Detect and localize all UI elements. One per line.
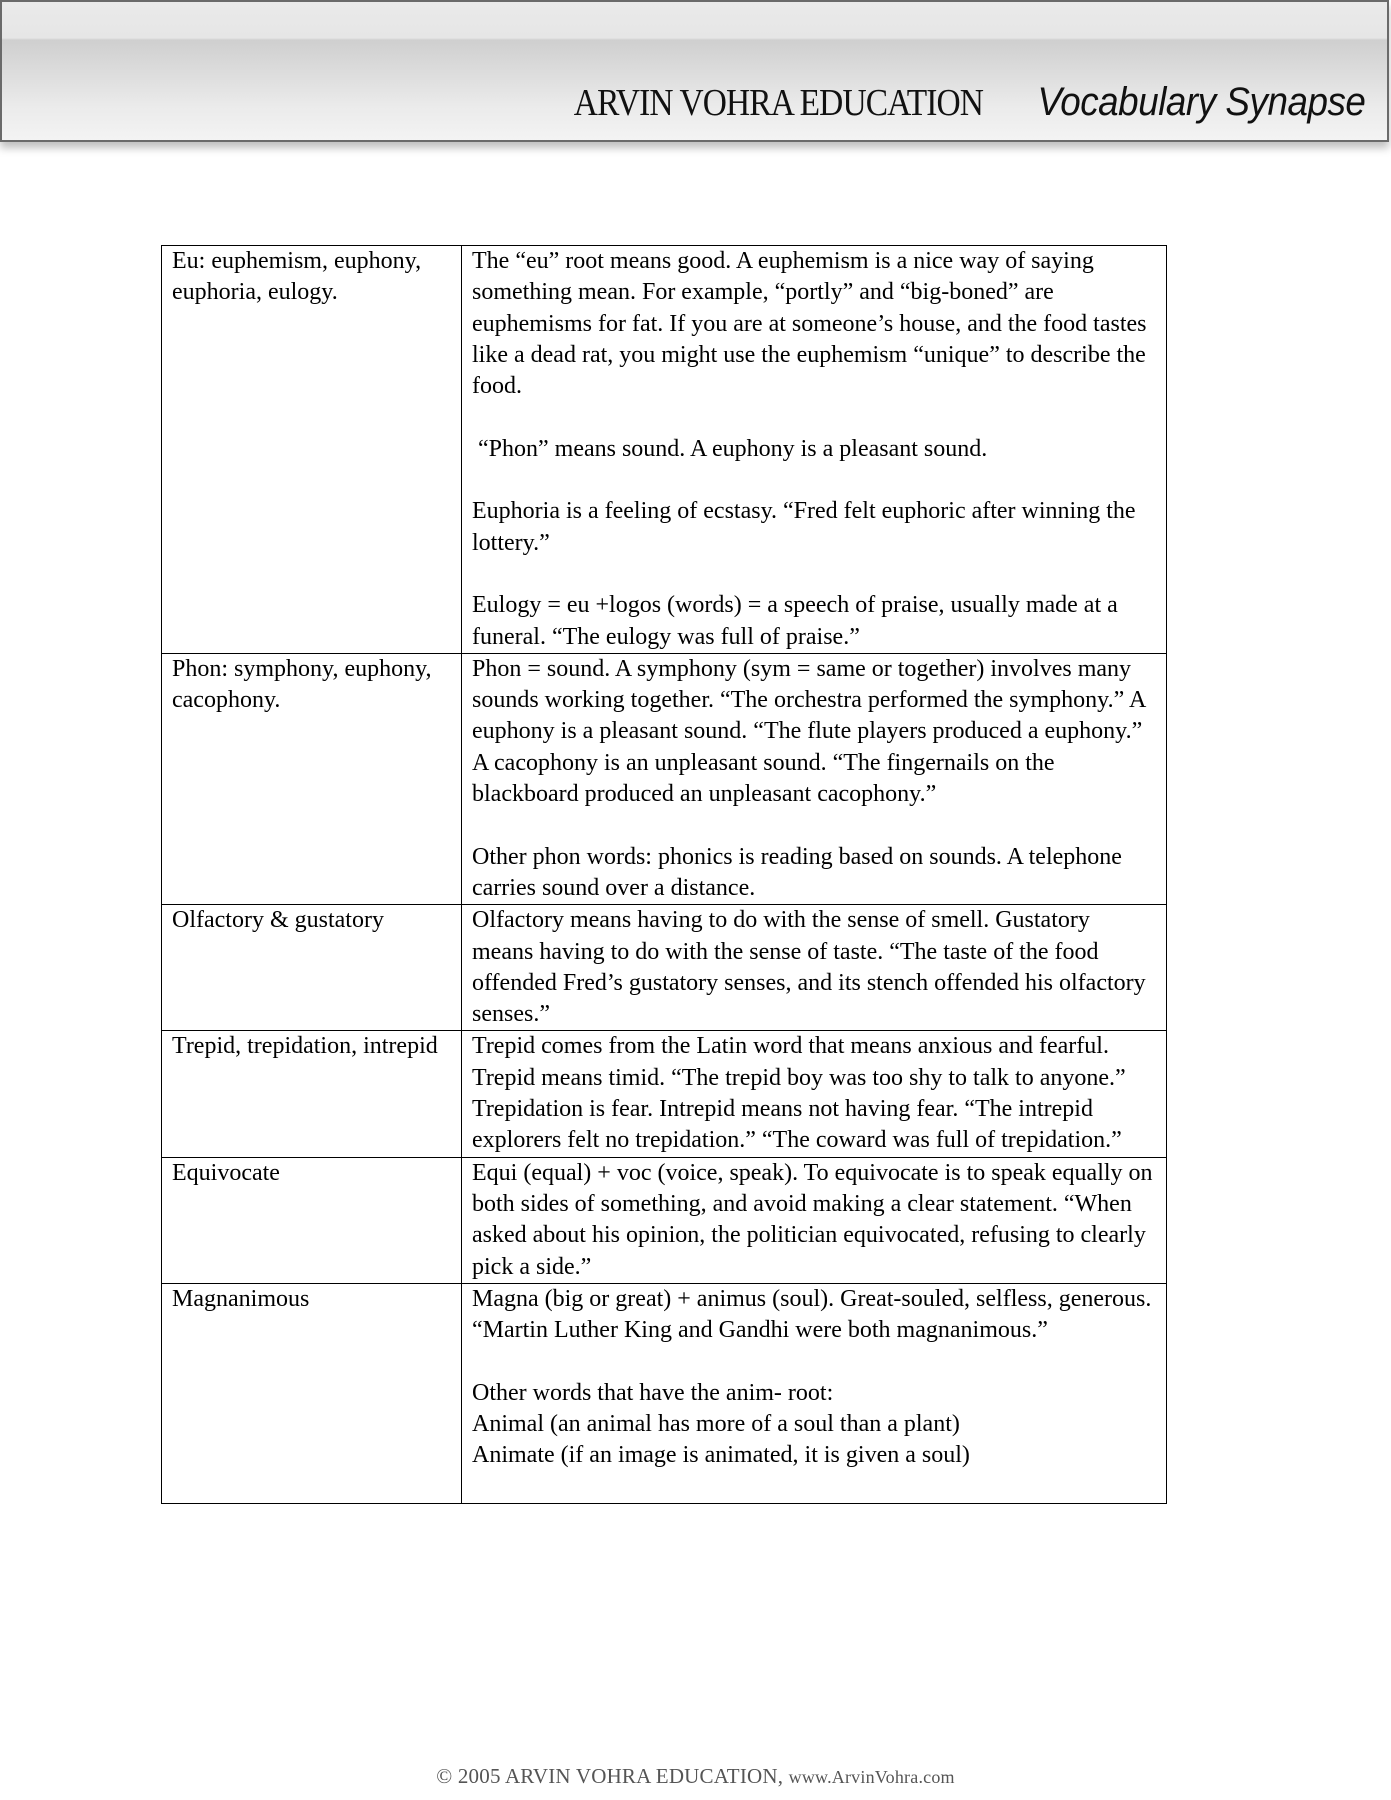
- term-cell: [162, 905, 462, 1031]
- footer-copyright: [0, 1764, 1391, 1789]
- product-name: Vocabulary Synapse: [1037, 80, 1365, 124]
- definition-cell: [462, 1283, 1167, 1503]
- definition-cell: [462, 653, 1167, 904]
- vocab-term: Phon: symphony, euphony, cacophony.: [172, 655, 432, 714]
- definition-paragraph: Olfactory means having to do with the sense of smell. Gustatory means having to do with the sense of taste. “The taste of the food offended Fred’s gustatory senses, and its stench offended his olfactory senses.”: [472, 907, 1152, 1028]
- definition-paragraph: Phon = sound. A symphony (sym = same or together) involves many sounds working together. “The orchestra performed the symphony.” A euphony is a pleasant sound. “The flute players produced a euphony.” A cacophony is an unpleasant sound. “The fingernails on the blackboard produced an unpleasant cacophony.”: [472, 655, 1153, 808]
- copyright-text: © 2005 ARVIN VOHRA EDUCATION,: [436, 1764, 784, 1788]
- definition-cell: [462, 1031, 1167, 1157]
- definition-paragraph: Trepidation is fear. Intrepid means not having fear. “The intrepid explorers felt no trepidation.” “The coward was full of trepidation.”: [472, 1096, 1122, 1154]
- paragraph-spacer: [472, 810, 1156, 841]
- header-title: [518, 80, 1365, 125]
- website-link[interactable]: www.ArvinVohra.com: [788, 1767, 955, 1787]
- definition-paragraph: “Phon” means sound. A euphony is a pleasant sound.: [472, 435, 988, 462]
- definition-paragraph: Equi (equal) + voc (voice, speak). To equivocate is to speak equally on both sides of something, and avoid making a clear statement. “When asked about his opinion, the politician equivocated, refusing to clearly pick a side.”: [472, 1159, 1159, 1280]
- definition-paragraph: Animate (if an image is animated, it is given a soul): [472, 1442, 970, 1469]
- table-row: [162, 1157, 1167, 1283]
- vocab-term: Trepid, trepidation, intrepid: [172, 1033, 438, 1060]
- term-cell: [162, 1283, 462, 1503]
- vocab-term: Equivocate: [172, 1159, 280, 1186]
- vocab-term: Eu: euphemism, euphony, euphoria, eulogy.: [172, 248, 422, 306]
- term-cell: [162, 1157, 462, 1283]
- table-row: [162, 1031, 1167, 1157]
- definition-paragraph: Trepid comes from the Latin word that means anxious and fearful. Trepid means timid. “The trepid boy was too shy to talk to anyone.”: [472, 1033, 1126, 1091]
- definition-paragraph: Eulogy = eu +logos (words) = a speech of praise, usually made at a funeral. “The eulogy was full of praise.”: [472, 592, 1124, 650]
- definition-paragraph: Magna (big or great) + animus (soul). Great-souled, selfless, generous. “Martin Luther King and Gandhi were both magnanimous.”: [472, 1285, 1158, 1344]
- paragraph-spacer: [472, 559, 1156, 590]
- term-cell: [162, 1031, 462, 1157]
- vocabulary-table-body: [162, 246, 1167, 1504]
- brand-name: ARVIN VOHRA EDUCATION: [573, 82, 983, 124]
- paragraph-spacer: [472, 465, 1156, 496]
- paragraph-spacer: [472, 1346, 1156, 1377]
- vocab-term: Olfactory & gustatory: [172, 907, 384, 934]
- definition-cell: [462, 246, 1167, 654]
- vocab-term: Magnanimous: [172, 1285, 310, 1312]
- term-cell: [162, 653, 462, 904]
- table-row: [162, 905, 1167, 1031]
- table-row: [162, 1283, 1167, 1503]
- definition-paragraph: Other phon words: phonics is reading based on sounds. A telephone carries sound over a distance.: [472, 843, 1128, 901]
- definition-paragraph: Euphoria is a feeling of ecstasy. “Fred felt euphoric after winning the lottery.”: [472, 498, 1142, 556]
- definition-paragraph: The “eu” root means good. A euphemism is a nice way of saying something mean. For example, “portly” and “big-boned” are euphemisms for fat. If you are at someone’s house, and the food tastes like a dead rat, you might use the euphemism “unique” to describe the food.: [472, 248, 1153, 400]
- vocabulary-table: [161, 245, 1167, 1504]
- header-banner: [0, 0, 1389, 142]
- table-row: [162, 653, 1167, 904]
- table-row: [162, 246, 1167, 654]
- paragraph-spacer: [472, 402, 1156, 433]
- term-cell: [162, 246, 462, 654]
- definition-paragraph: Other words that have the anim- root:: [472, 1379, 834, 1406]
- definition-paragraph: Animal (an animal has more of a soul than a plant): [472, 1410, 960, 1437]
- definition-cell: [462, 905, 1167, 1031]
- definition-cell: [462, 1157, 1167, 1283]
- paragraph-spacer: [472, 1472, 1156, 1503]
